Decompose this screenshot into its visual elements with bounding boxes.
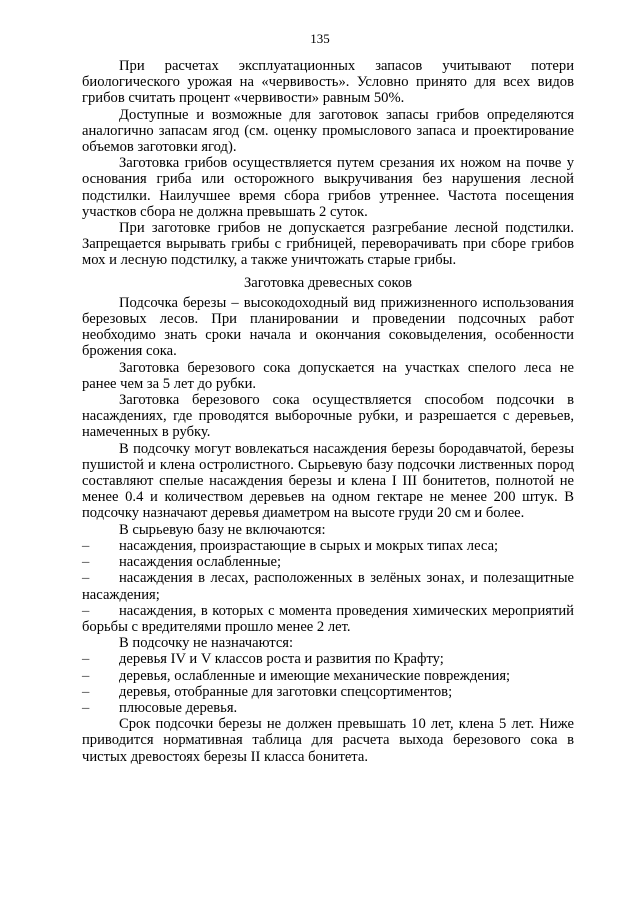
list-item: – деревья, отобранные для заготовки спецсортиментов; <box>82 683 453 700</box>
dash-marker: – <box>82 602 90 619</box>
list-item: – насаждения, в которых с момента проведения химических мероприятий борьбы с вредителями прошло менее 2 лет. <box>82 602 574 635</box>
paragraph-worminess: При расчетах эксплуатационных запасов учитывают потери биологического урожая на «червивость». Условно принято для всех видов грибов считать процент «червивости» равным 50%. <box>82 58 574 107</box>
paragraph-tapping-duration: Срок подсочки березы не должен превышать 10 лет, клена 5 лет. Ниже приводится нормативная таблица для расчета выхода березового сока в чистых древостоях березы II класса бонитета. <box>82 716 574 765</box>
dash-marker: – <box>82 651 90 668</box>
dash-marker: – <box>82 667 90 684</box>
dash-marker: – <box>82 683 90 700</box>
not-assigned-list <box>82 651 574 716</box>
page-number: 135 <box>310 31 330 46</box>
list-item: – насаждения в лесах, расположенных в зелёных зонах, и полезащитные насаждения; <box>82 570 574 603</box>
dash-marker: – <box>82 537 90 554</box>
list-item: – деревья IV и V классов роста и развития по Крафту; <box>82 651 444 668</box>
paragraph-sap-timing: Заготовка березового сока допускается на участках спелого леса не ранее чем за 5 лет до рубки. <box>82 359 574 392</box>
section-heading: Заготовка древесных соков <box>243 274 413 291</box>
excluded-list <box>82 538 574 635</box>
dash-marker: – <box>82 699 90 716</box>
list-intro-excluded: В сырьевую базу не включаются: <box>119 521 326 538</box>
list-item: – насаждения, произрастающие в сырых и мокрых типах леса; <box>82 537 499 554</box>
paragraph-birch-tapping: Подсочка березы – высокодоходный вид прижизненного использования березовых лесов. При планировании и проведении подсочных работ необходимо знать сроки начала и окончания соковыделения, особенности брожения сока. <box>82 294 574 360</box>
paragraph-raw-base: В подсочку могут вовлекаться насаждения березы бородавчатой, березы пушистой и клена остролистного. Сырьевую базу подсочки лиственных пород составляют спелые насаждения березы и клена I III бонитетов, полнотой не менее 0.4 и количеством деревьев на одном гектаре не менее 200 штук. В подсочку назначают деревья диаметром на высоте груди 20 см и более. <box>82 440 574 522</box>
list-item: – насаждения ослабленные; <box>82 554 282 571</box>
dash-marker: – <box>82 570 90 587</box>
paragraph-available-stocks: Доступные и возможные для заготовок запасы грибов определяются аналогично запасам ягод (см. оценку промыслового запаса и проектирование объемов заготовки ягод). <box>82 106 574 156</box>
list-item: – деревья, ослабленные и имеющие механические повреждения; <box>82 667 511 684</box>
paragraph-sap-method: Заготовка березового сока осуществляется способом подсочки в насаждениях, где проводятся выборочные рубки, и разрешается с деревьев, намеченных в рубку. <box>82 392 574 441</box>
dash-marker: – <box>82 554 90 571</box>
list-intro-not-assigned: В подсочку не назначаются: <box>119 635 294 652</box>
body-text <box>82 58 574 765</box>
paragraph-harvest-restrictions: При заготовке грибов не допускается разгребание лесной подстилки. Запрещается вырывать грибы с грибницей, переворачивать при сборе грибов мох и лесную подстилку, а также уничтожать старые грибы. <box>82 220 574 269</box>
paragraph-harvest-method: Заготовка грибов осуществляется путем срезания их ножом на почве у основания гриба или осторожного выкручивания без нарушения лесной подстилки. Наилучшее время сбора грибов утреннее. Частота посещения участков сбора не должна превышать 2 суток. <box>82 155 574 220</box>
list-item: – плюсовые деревья. <box>82 699 238 716</box>
